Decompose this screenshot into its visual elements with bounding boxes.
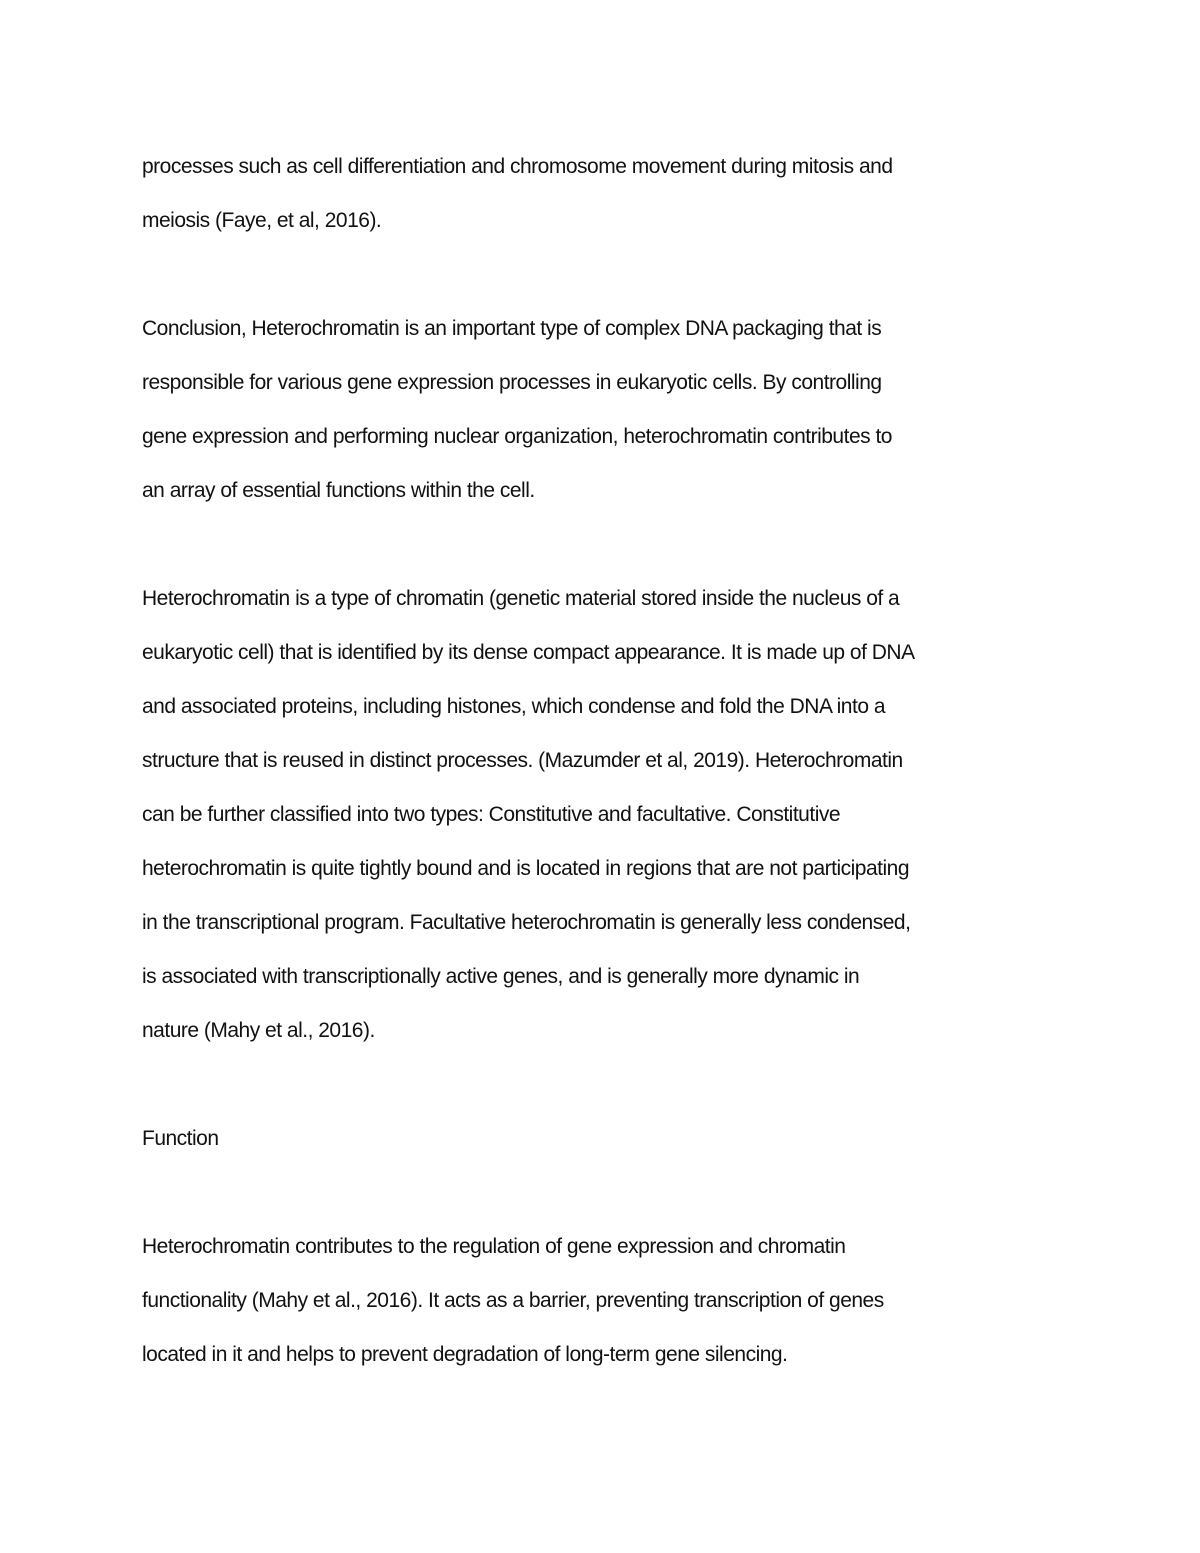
paragraph-conclusion	[142, 302, 1067, 518]
text-line: processes such as cell differentiation and chromosome movement during mitosis and	[142, 155, 893, 178]
paragraph-gap	[142, 1166, 1067, 1220]
document-body	[142, 140, 1067, 1382]
paragraph-gap	[142, 248, 1067, 302]
paragraph-mitosis-continuation	[142, 140, 1067, 248]
paragraph-gap	[142, 1058, 1067, 1112]
text-line: eukaryotic cell) that is identified by its dense compact appearance. It is made up of DNA	[142, 641, 915, 664]
text-line: is associated with transcriptionally active genes, and is generally more dynamic in	[142, 965, 860, 988]
text-line: structure that is reused in distinct processes. (Mazumder et al, 2019). Heterochromatin	[142, 749, 903, 772]
text-line: located in it and helps to prevent degradation of long-term gene silencing.	[142, 1343, 788, 1366]
text-line: meiosis (Faye, et al, 2016).	[142, 209, 382, 232]
text-line: gene expression and performing nuclear organization, heterochromatin contributes to	[142, 425, 892, 448]
text-line: Heterochromatin contributes to the regulation of gene expression and chromatin	[142, 1235, 846, 1258]
text-line: and associated proteins, including histones, which condense and fold the DNA into a	[142, 695, 886, 718]
text-line: can be further classified into two types: Constitutive and facultative. Constitutive	[142, 803, 841, 826]
paragraph-gap	[142, 518, 1067, 572]
section-heading-function: Function	[142, 1127, 219, 1150]
text-line: nature (Mahy et al., 2016).	[142, 1019, 375, 1042]
paragraph-function	[142, 1220, 1067, 1382]
text-line: in the transcriptional program. Facultative heterochromatin is generally less condensed,	[142, 911, 911, 934]
text-line: functionality (Mahy et al., 2016). It acts as a barrier, preventing transcription of genes	[142, 1289, 884, 1312]
text-line: heterochromatin is quite tightly bound and is located in regions that are not participating	[142, 857, 909, 880]
text-line: an array of essential functions within the cell.	[142, 479, 535, 502]
paragraph-heterochromatin-definition	[142, 572, 1067, 1058]
text-line: Conclusion, Heterochromatin is an important type of complex DNA packaging that is	[142, 317, 882, 340]
text-line: Heterochromatin is a type of chromatin (genetic material stored inside the nucleus of a	[142, 587, 900, 610]
text-line: responsible for various gene expression processes in eukaryotic cells. By controlling	[142, 371, 882, 394]
